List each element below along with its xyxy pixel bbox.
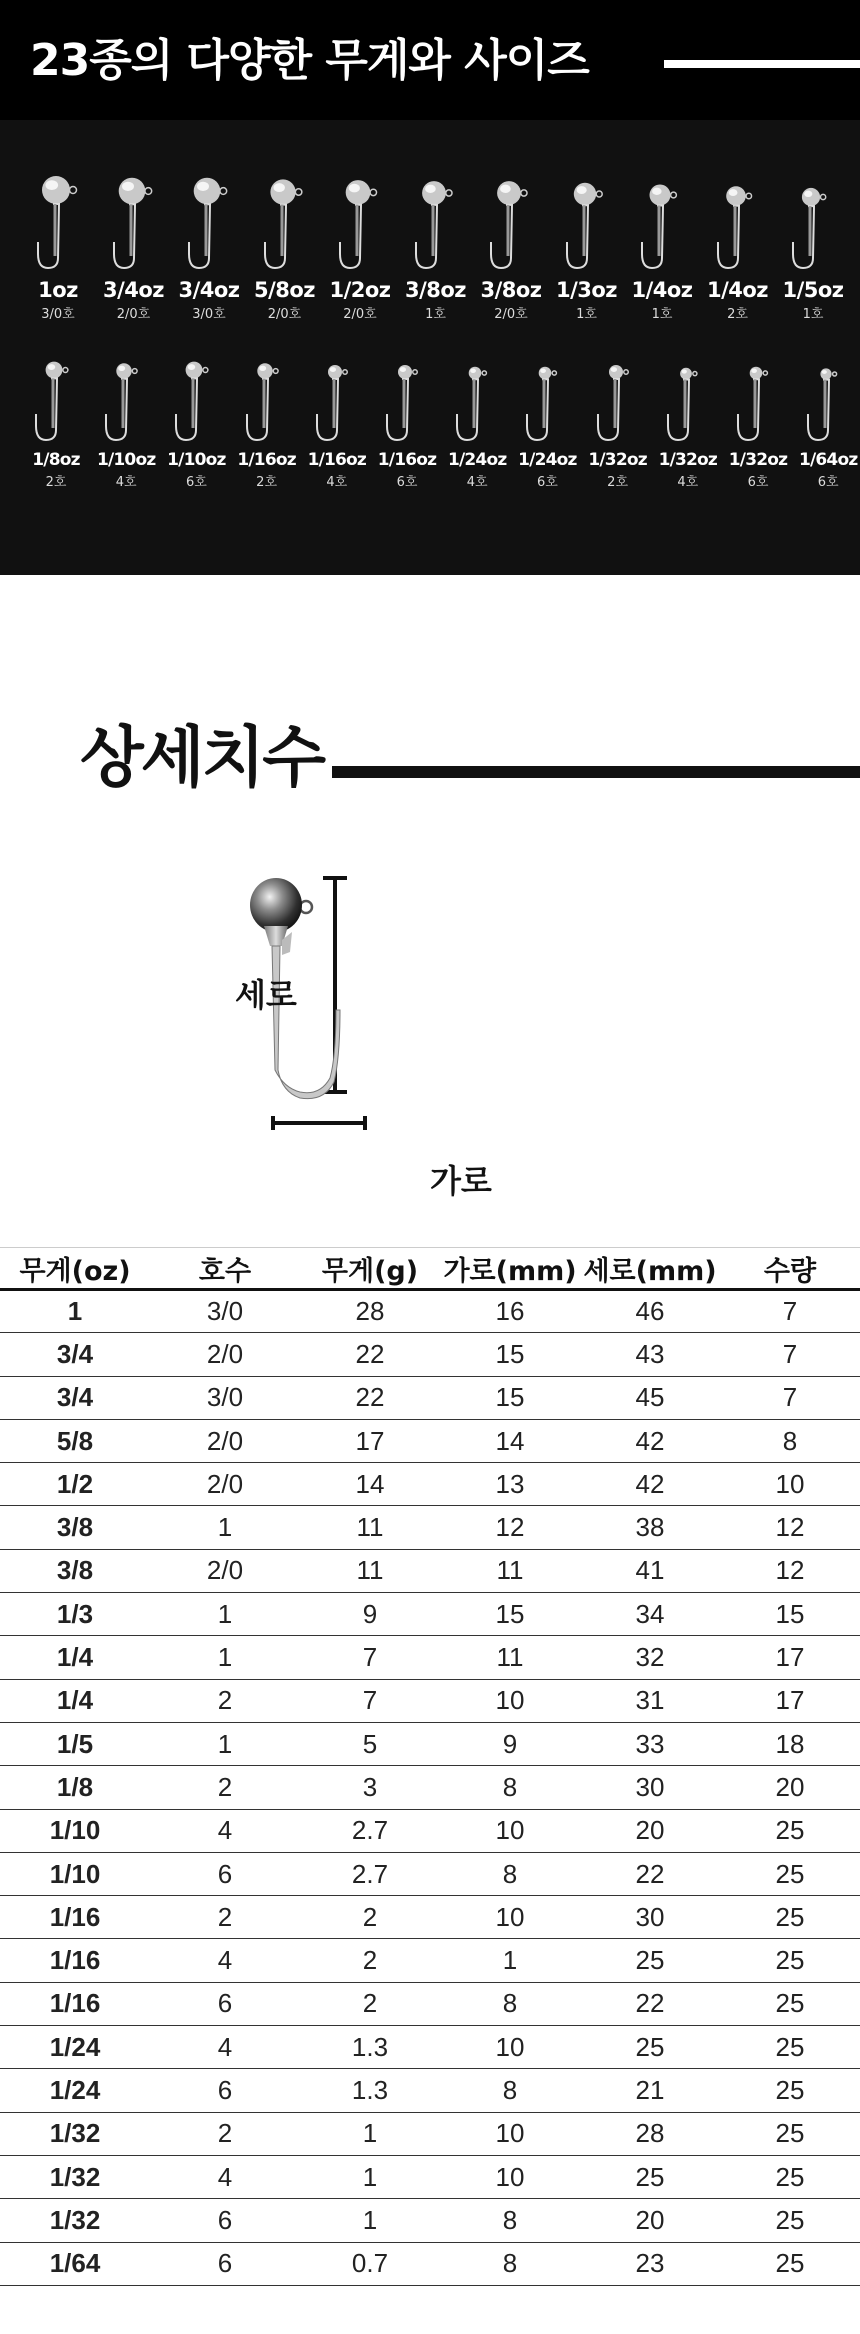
table-cell: 31 [580, 1679, 720, 1722]
table-cell: 15 [440, 1376, 580, 1419]
item-hook-size: 1호 [576, 307, 597, 322]
item-hook-size: 6호 [185, 475, 207, 490]
item-weight: 1/5oz [782, 278, 844, 302]
jig-head-item [96, 168, 172, 322]
table-row [0, 2112, 860, 2155]
table-cell: 10 [440, 1809, 580, 1852]
item-hook-size: 2/0호 [343, 307, 377, 322]
item-hook-size: 6호 [536, 475, 558, 490]
table-cell: 3 [300, 1766, 440, 1809]
jig-head-icon [708, 168, 768, 278]
jig-head-icon [307, 340, 367, 450]
dimension-diagram [220, 860, 520, 1200]
table-header-row [0, 1248, 860, 1290]
item-weight: 1/16oz [307, 450, 367, 470]
jig-head-icon [237, 340, 297, 450]
table-cell: 25 [720, 2242, 860, 2285]
table-cell: 34 [580, 1593, 720, 1636]
table-cell: 3/8 [0, 1549, 150, 1592]
table-cell: 2/0 [150, 1463, 300, 1506]
vertical-label: 세로 [235, 976, 297, 1014]
table-cell: 10 [440, 1896, 580, 1939]
table-cell: 25 [720, 1896, 860, 1939]
table-cell: 2.7 [300, 1809, 440, 1852]
table-cell: 1 [440, 1939, 580, 1982]
table-cell: 9 [440, 1722, 580, 1765]
item-hook-size: 6호 [817, 475, 839, 490]
item-weight: 3/4oz [102, 278, 165, 302]
jig-head-item [88, 340, 164, 490]
table-cell: 4 [150, 2026, 300, 2069]
jig-head-item [650, 340, 726, 490]
table-row [0, 1549, 860, 1592]
table-cell: 1 [300, 2199, 440, 2242]
item-weight: 1/24oz [518, 450, 577, 470]
table-cell: 12 [720, 1506, 860, 1549]
table-cell: 8 [440, 1766, 580, 1809]
table-cell: 4 [150, 2155, 300, 2198]
table-cell: 1/5 [0, 1722, 150, 1765]
banner-title: 23종의 다양한 무게와 사이즈 [30, 35, 589, 86]
table-cell: 1 [0, 1290, 150, 1333]
table-cell: 42 [580, 1419, 720, 1462]
table-cell: 1/8 [0, 1766, 150, 1809]
table-cell: 22 [580, 1982, 720, 2025]
table-cell: 7 [300, 1679, 440, 1722]
table-cell: 25 [720, 1939, 860, 1982]
table-cell: 28 [300, 1290, 440, 1333]
table-cell: 17 [300, 1419, 440, 1462]
item-hook-size: 2/0호 [267, 307, 302, 322]
table-cell: 11 [300, 1549, 440, 1592]
table-cell: 13 [440, 1463, 580, 1506]
table-cell: 25 [720, 2026, 860, 2069]
table-cell: 10 [440, 1679, 580, 1722]
item-weight: 1/10oz [167, 450, 226, 470]
table-cell: 30 [580, 1766, 720, 1809]
table-cell: 1 [150, 1506, 300, 1549]
table-cell: 10 [720, 1463, 860, 1506]
header-hook-size: 호수 [150, 1248, 300, 1290]
table-cell: 1/24 [0, 2069, 150, 2112]
table-cell: 1/64 [0, 2242, 150, 2285]
item-hook-size: 1호 [425, 307, 446, 322]
jig-head-icon [783, 168, 843, 278]
table-row [0, 2069, 860, 2112]
table-cell: 5 [300, 1722, 440, 1765]
table-cell: 3/4 [0, 1333, 150, 1376]
jig-head-icon [557, 168, 617, 278]
item-hook-size: 2호 [256, 475, 278, 490]
table-cell: 8 [440, 2069, 580, 2112]
table-cell: 38 [580, 1506, 720, 1549]
table-cell: 1/32 [0, 2112, 150, 2155]
table-row [0, 1722, 860, 1765]
jig-head-icon [28, 168, 88, 278]
table-cell: 25 [580, 1939, 720, 1982]
item-weight: 1/32oz [588, 450, 647, 470]
header-height-mm: 세로(mm) [580, 1248, 720, 1290]
jig-head-icon [632, 168, 692, 278]
item-hook-size: 3/0호 [41, 307, 75, 322]
item-hook-size: 3/0호 [192, 307, 226, 322]
jig-head-icon [179, 168, 239, 278]
jig-head-item [229, 340, 305, 490]
table-cell: 17 [720, 1636, 860, 1679]
table-cell: 8 [440, 2242, 580, 2285]
item-weight: 1/24oz [447, 450, 507, 470]
item-weight: 1/32oz [728, 450, 788, 470]
item-weight: 3/8oz [404, 278, 467, 302]
jig-head-item [398, 168, 474, 322]
jig-head-item [322, 168, 398, 322]
item-weight: 1/32oz [658, 450, 718, 470]
spec-table [0, 1247, 860, 2286]
table-row [0, 2199, 860, 2242]
item-weight: 1/16oz [377, 450, 437, 470]
table-cell: 6 [150, 1852, 300, 1895]
table-cell: 23 [580, 2242, 720, 2285]
item-hook-size: 2/0호 [116, 307, 151, 322]
item-hook-size: 4호 [677, 475, 699, 490]
table-cell: 3/0 [150, 1376, 300, 1419]
table-row [0, 1376, 860, 1419]
table-cell: 1/16 [0, 1982, 150, 2025]
jig-head-item [700, 168, 776, 322]
table-cell: 1/32 [0, 2155, 150, 2198]
item-weight: 3/4oz [178, 278, 240, 302]
horizontal-label: 가로 [430, 1162, 492, 1200]
table-cell: 2 [150, 1896, 300, 1939]
table-cell: 16 [440, 1290, 580, 1333]
table-cell: 18 [720, 1722, 860, 1765]
item-hook-size: 4호 [115, 475, 137, 490]
table-cell: 1 [150, 1636, 300, 1679]
table-cell: 2 [150, 1679, 300, 1722]
header-width-mm: 가로(mm) [440, 1248, 580, 1290]
table-cell: 1/16 [0, 1896, 150, 1939]
table-cell: 15 [440, 1333, 580, 1376]
item-weight: 3/8oz [480, 278, 542, 302]
table-cell: 5/8 [0, 1419, 150, 1462]
jig-head-item [580, 340, 656, 490]
item-hook-size: 2호 [607, 475, 629, 490]
item-weight: 1/2oz [329, 278, 391, 302]
table-cell: 20 [580, 2199, 720, 2242]
table-cell: 32 [580, 1636, 720, 1679]
table-cell: 42 [580, 1463, 720, 1506]
header-banner [0, 0, 860, 120]
table-cell: 25 [720, 1982, 860, 2025]
jig-head-icon [104, 168, 164, 278]
item-hook-size: 2호 [45, 475, 67, 490]
detail-title-underline [332, 766, 860, 778]
table-cell: 30 [580, 1896, 720, 1939]
table-cell: 14 [300, 1463, 440, 1506]
jig-head-item [775, 168, 851, 322]
table-cell: 25 [580, 2155, 720, 2198]
table-cell: 1/32 [0, 2199, 150, 2242]
table-cell: 1/4 [0, 1636, 150, 1679]
table-cell: 20 [580, 1809, 720, 1852]
table-cell: 2 [150, 1766, 300, 1809]
table-cell: 45 [580, 1376, 720, 1419]
table-cell: 20 [720, 1766, 860, 1809]
table-cell: 25 [720, 2199, 860, 2242]
table-cell: 1.3 [300, 2069, 440, 2112]
table-cell: 6 [150, 2199, 300, 2242]
table-cell: 10 [440, 2026, 580, 2069]
table-cell: 8 [440, 1852, 580, 1895]
item-hook-size: 6호 [396, 475, 418, 490]
table-row [0, 1982, 860, 2025]
table-cell: 12 [720, 1549, 860, 1592]
table-row [0, 1809, 860, 1852]
jig-head-icon [377, 340, 437, 450]
table-cell: 2 [150, 2112, 300, 2155]
jig-head-icon [330, 168, 390, 278]
table-cell: 21 [580, 2069, 720, 2112]
table-cell: 1 [150, 1722, 300, 1765]
item-weight: 5/8oz [253, 278, 316, 302]
table-cell: 1/2 [0, 1463, 150, 1506]
table-cell: 3/0 [150, 1290, 300, 1333]
table-row [0, 2155, 860, 2198]
table-cell: 25 [720, 2155, 860, 2198]
table-cell: 22 [580, 1852, 720, 1895]
table-cell: 1 [300, 2112, 440, 2155]
item-weight: 1/4oz [706, 278, 769, 302]
table-cell: 4 [150, 1939, 300, 1982]
table-cell: 3/8 [0, 1506, 150, 1549]
table-row [0, 2242, 860, 2285]
table-cell: 25 [720, 2112, 860, 2155]
table-cell: 25 [720, 1809, 860, 1852]
jig-head-item [20, 168, 96, 322]
jig-head-item [549, 168, 625, 322]
item-weight: 1/10oz [96, 450, 156, 470]
item-hook-size: 4호 [466, 475, 488, 490]
jig-head-item [247, 168, 323, 322]
header-weight-oz: 무게(oz) [0, 1248, 150, 1290]
table-cell: 2 [300, 1896, 440, 1939]
table-cell: 6 [150, 1982, 300, 2025]
table-cell: 28 [580, 2112, 720, 2155]
table-cell: 7 [300, 1636, 440, 1679]
header-weight-g: 무게(g) [300, 1248, 440, 1290]
table-cell: 7 [720, 1290, 860, 1333]
table-cell: 22 [300, 1376, 440, 1419]
table-cell: 2/0 [150, 1419, 300, 1462]
table-cell: 33 [580, 1722, 720, 1765]
table-row [0, 1939, 860, 1982]
table-cell: 1/24 [0, 2026, 150, 2069]
item-weight: 1oz [38, 278, 78, 302]
jig-head-item [171, 168, 247, 322]
jig-head-icon [447, 340, 507, 450]
jig-head-icon [798, 340, 858, 450]
table-cell: 2/0 [150, 1549, 300, 1592]
table-cell: 8 [440, 2199, 580, 2242]
jig-head-icon [481, 168, 541, 278]
table-cell: 1 [150, 1593, 300, 1636]
table-cell: 14 [440, 1419, 580, 1462]
item-weight: 1/16oz [237, 450, 296, 470]
item-weight: 1/3oz [555, 278, 618, 302]
jig-head-icon [406, 168, 466, 278]
table-row [0, 1852, 860, 1895]
table-row [0, 1290, 860, 1333]
detail-title: 상세치수 [80, 719, 324, 796]
jig-head-item [18, 340, 94, 490]
jig-head-item [439, 340, 515, 490]
header-quantity: 수량 [720, 1248, 860, 1290]
table-row [0, 1636, 860, 1679]
banner-underline [664, 60, 860, 68]
table-cell: 22 [300, 1333, 440, 1376]
table-cell: 41 [580, 1549, 720, 1592]
jig-head-item [473, 168, 549, 322]
jig-head-icon [658, 340, 718, 450]
item-weight: 1/8oz [32, 450, 80, 470]
item-hook-size: 2호 [727, 307, 748, 322]
item-weight: 1/64oz [798, 450, 858, 470]
table-row [0, 1679, 860, 1722]
table-cell: 8 [440, 1982, 580, 2025]
jig-head-item [509, 340, 585, 490]
table-cell: 1/10 [0, 1852, 150, 1895]
table-cell: 25 [580, 2026, 720, 2069]
jig-head-icon [728, 340, 788, 450]
jig-head-icon [96, 340, 156, 450]
table-cell: 2.7 [300, 1852, 440, 1895]
table-cell: 17 [720, 1679, 860, 1722]
table-cell: 10 [440, 2155, 580, 2198]
table-cell: 2/0 [150, 1333, 300, 1376]
table-cell: 6 [150, 2242, 300, 2285]
table-cell: 2 [300, 1939, 440, 1982]
table-cell: 7 [720, 1333, 860, 1376]
table-row [0, 1593, 860, 1636]
table-cell: 11 [300, 1506, 440, 1549]
table-row [0, 1506, 860, 1549]
table-cell: 43 [580, 1333, 720, 1376]
jig-head-item [158, 340, 234, 490]
jig-head-icon [26, 340, 86, 450]
table-row [0, 1419, 860, 1462]
table-cell: 15 [720, 1593, 860, 1636]
table-cell: 46 [580, 1290, 720, 1333]
jig-head-icon [255, 168, 315, 278]
item-hook-size: 2/0호 [494, 307, 528, 322]
table-cell: 0.7 [300, 2242, 440, 2285]
table-cell: 25 [720, 1852, 860, 1895]
table-cell: 7 [720, 1376, 860, 1419]
jig-head-item [369, 340, 445, 490]
jig-head-icon [588, 340, 648, 450]
item-hook-size: 1호 [802, 307, 824, 322]
item-hook-size: 4호 [326, 475, 348, 490]
table-cell: 15 [440, 1593, 580, 1636]
item-weight: 1/4oz [631, 278, 693, 302]
table-cell: 11 [440, 1549, 580, 1592]
table-cell: 8 [720, 1419, 860, 1462]
item-hook-size: 1호 [651, 307, 673, 322]
jig-head-item [790, 340, 860, 490]
table-cell: 1/4 [0, 1679, 150, 1722]
jig-head-item [299, 340, 375, 490]
table-row [0, 2026, 860, 2069]
table-cell: 10 [440, 2112, 580, 2155]
table-cell: 4 [150, 1809, 300, 1852]
table-row [0, 1333, 860, 1376]
table-row [0, 1463, 860, 1506]
table-cell: 1/3 [0, 1593, 150, 1636]
table-cell: 1/16 [0, 1939, 150, 1982]
jig-head-item [720, 340, 796, 490]
item-hook-size: 6호 [747, 475, 769, 490]
table-cell: 1.3 [300, 2026, 440, 2069]
table-cell: 3/4 [0, 1376, 150, 1419]
jig-head-icon [517, 340, 577, 450]
jig-head-icon [166, 340, 226, 450]
table-cell: 1/10 [0, 1809, 150, 1852]
table-cell: 12 [440, 1506, 580, 1549]
table-cell: 2 [300, 1982, 440, 2025]
table-cell: 9 [300, 1593, 440, 1636]
table-row [0, 1896, 860, 1939]
table-cell: 6 [150, 2069, 300, 2112]
table-cell: 25 [720, 2069, 860, 2112]
table-row [0, 1766, 860, 1809]
table-cell: 11 [440, 1636, 580, 1679]
table-cell: 1 [300, 2155, 440, 2198]
jig-head-size-grid [0, 120, 860, 575]
jig-head-item [624, 168, 700, 322]
